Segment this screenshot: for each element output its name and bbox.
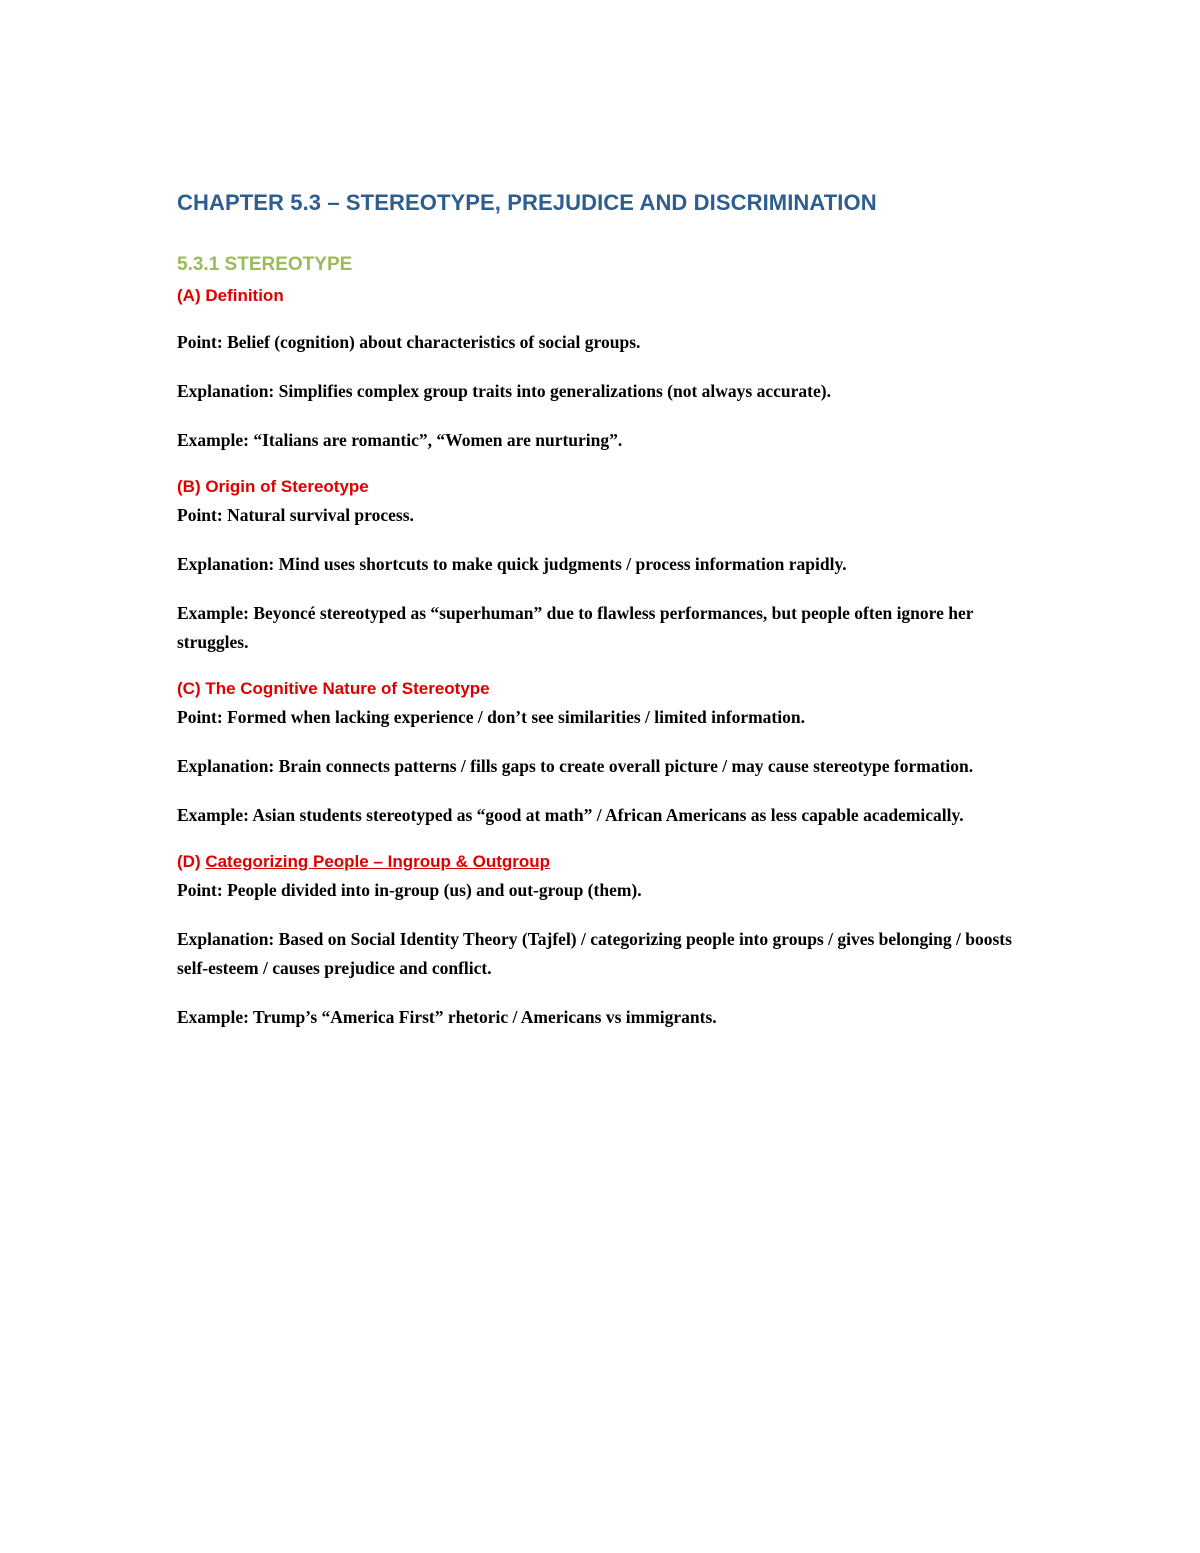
explanation-text: Explanation: Mind uses shortcuts to make quick judgments / process information rapidly. xyxy=(177,554,847,574)
example-text: Example: Beyoncé stereotyped as “superhuman” due to flawless performances, but people often ignore her struggles. xyxy=(177,603,974,652)
point-text: Point: Formed when lacking experience / don’t see similarities / limited information. xyxy=(177,707,805,727)
explanation-text: Explanation: Based on Social Identity Theory (Tajfel) / categorizing people into groups / gives belonging / boosts self-esteem / causes prejudice and conflict. xyxy=(177,929,1012,978)
point-text: Point: People divided into in-group (us) and out-group (them). xyxy=(177,880,642,900)
document-page xyxy=(177,190,1037,1052)
point-text: Point: Belief (cognition) about characteristics of social groups. xyxy=(177,332,641,352)
section-title: 5.3.1 STEREOTYPE xyxy=(177,254,353,275)
explanation-text: Explanation: Brain connects patterns / fills gaps to create overall picture / may cause stereotype formation. xyxy=(177,756,974,776)
explanation-text: Explanation: Simplifies complex group traits into generalizations (not always accurate). xyxy=(177,381,831,401)
example-text: Example: Trump’s “America First” rhetoric / Americans vs immigrants. xyxy=(177,1007,717,1027)
subsection-heading: (A) Definition xyxy=(177,286,284,305)
example-text: Example: “Italians are romantic”, “Women are nurturing”. xyxy=(177,430,623,450)
subsection-heading xyxy=(177,850,1037,874)
subsection-categorizing-people xyxy=(177,850,1037,1032)
subsection-cognitive-nature xyxy=(177,677,1037,830)
subsection-heading: (B) Origin of Stereotype xyxy=(177,477,369,496)
subsection-heading-prefix: (D) xyxy=(177,852,206,871)
point-text: Point: Natural survival process. xyxy=(177,505,414,525)
example-text: Example: Asian students stereotyped as “good at math” / African Americans as less capable academically. xyxy=(177,805,964,825)
chapter-title: CHAPTER 5.3 – STEREOTYPE, PREJUDICE AND DISCRIMINATION xyxy=(177,190,877,215)
subsection-definition xyxy=(177,284,1037,455)
subsection-heading: (C) The Cognitive Nature of Stereotype xyxy=(177,679,490,698)
subsection-origin xyxy=(177,475,1037,657)
subsection-heading-underlined: Categorizing People – Ingroup & Outgroup xyxy=(205,852,551,871)
